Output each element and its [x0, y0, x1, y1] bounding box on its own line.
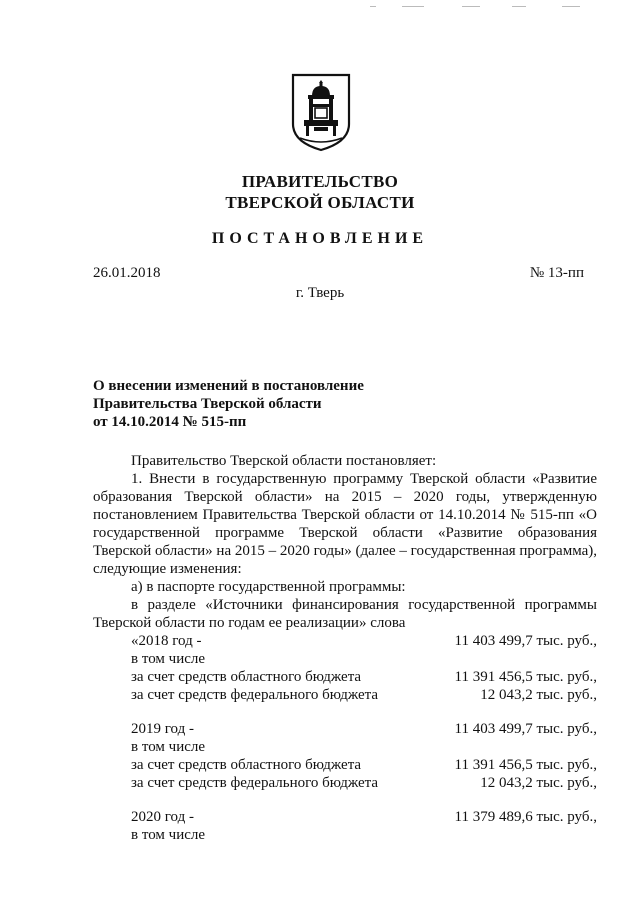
section-paragraph: в разделе «Источники финансирования государственной программы Тверской области по годам ее реализации» слова	[93, 597, 597, 631]
scan-mark	[462, 6, 480, 7]
financing-value: 12 043,2 тыс. руб.,	[480, 687, 597, 703]
sub-item-a: а) в паспорте государственной программы:	[131, 579, 406, 595]
financing-row	[93, 650, 597, 668]
financing-value: 11 391 456,5 тыс. руб.,	[454, 757, 597, 773]
financing-value: 11 403 499,7 тыс. руб.,	[454, 633, 597, 649]
subject-line: от 14.10.2014 № 515-пп	[93, 414, 247, 430]
financing-label: 2019 год -	[131, 721, 194, 737]
intro-paragraph: Правительство Тверской области постановляет:	[131, 453, 437, 469]
financing-label: 2020 год -	[131, 809, 194, 825]
document-type-title: ПОСТАНОВЛЕНИЕ	[211, 230, 429, 247]
document-number: № 13-пп	[529, 265, 584, 281]
document-city: г. Тверь	[295, 285, 345, 301]
subject-line: Правительства Тверской области	[93, 396, 322, 412]
item-1-paragraph: 1. Внести в государственную программу Тверской области «Развитие образования Тверской области» на 2015 – 2020 годы, утвержденную постановлением Правительства Тверской области от 14.10.2014 № 515-пп «О государственной программе Тверской области «Развитие образования Тверской области» на 2015 – 2020 годы» (далее – государственная программа), следующие изменения:	[93, 471, 597, 577]
financing-label: в том числе	[131, 827, 206, 843]
financing-row	[93, 632, 597, 650]
financing-row	[93, 720, 597, 738]
financing-table	[93, 632, 597, 844]
scan-mark	[512, 6, 526, 7]
financing-row	[93, 738, 597, 756]
financing-row	[93, 774, 597, 792]
financing-value: 12 043,2 тыс. руб.,	[480, 775, 597, 791]
scan-mark	[370, 6, 376, 7]
document-body	[93, 452, 597, 844]
financing-row	[93, 826, 597, 844]
financing-value: 11 391 456,5 тыс. руб.,	[454, 669, 597, 685]
subject-line: О внесении изменений в постановление	[93, 378, 364, 394]
financing-label: за счет средств областного бюджета	[131, 757, 362, 773]
org-name-line1: ПРАВИТЕЛЬСТВО	[241, 172, 399, 191]
financing-row	[93, 756, 597, 774]
financing-value: 11 403 499,7 тыс. руб.,	[454, 721, 597, 737]
coat-of-arms-icon	[290, 72, 352, 152]
financing-row	[93, 686, 597, 704]
financing-row	[93, 668, 597, 686]
financing-label: «2018 год -	[131, 633, 202, 649]
scan-mark	[562, 6, 580, 7]
scan-mark	[402, 6, 424, 7]
financing-label: за счет средств федерального бюджета	[131, 687, 379, 703]
financing-row	[93, 808, 597, 826]
org-name-line2: ТВЕРСКОЙ ОБЛАСТИ	[225, 193, 415, 212]
financing-label: в том числе	[131, 651, 206, 667]
financing-value: 11 379 489,6 тыс. руб.,	[454, 809, 597, 825]
financing-label: за счет средств областного бюджета	[131, 669, 362, 685]
document-subject	[93, 377, 364, 431]
financing-label: в том числе	[131, 739, 206, 755]
financing-label: за счет средств федерального бюджета	[131, 775, 379, 791]
document-date: 26.01.2018	[93, 265, 161, 281]
